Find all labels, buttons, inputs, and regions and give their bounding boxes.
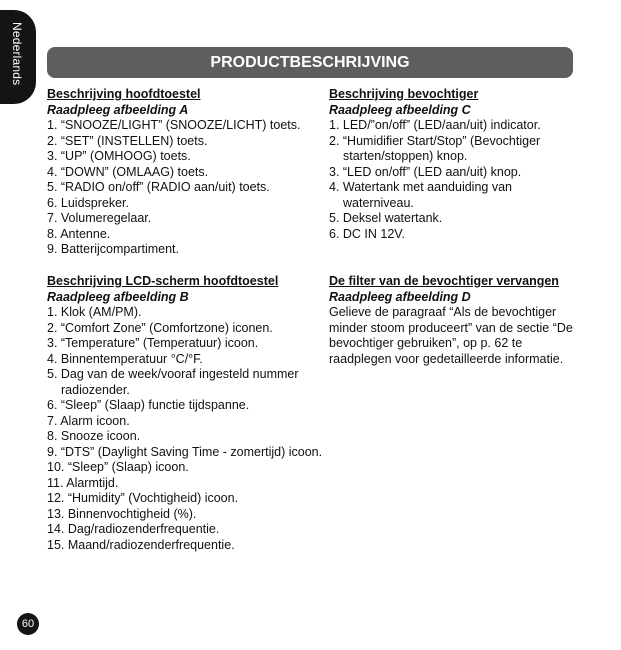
list-item: 4. Binnentemperatuur °C/°F.: [47, 351, 203, 366]
page-title: PRODUCTBESCHRIJVING: [210, 53, 410, 71]
list-item: 7. Alarm icoon.: [47, 413, 130, 428]
list-item: 6. DC IN 12V.: [329, 226, 405, 241]
list-item: 3. “UP” (OMHOOG) toets.: [47, 149, 191, 163]
lcd-list: [47, 305, 325, 553]
main-unit-list: [47, 118, 337, 258]
humidifier-ref: Raadpleeg afbeelding C: [329, 102, 471, 117]
list-item: 4. Watertank met aanduiding van waterniveau.: [329, 180, 512, 210]
list-item: 9. Batterijcompartiment.: [47, 242, 179, 256]
list-item: 9. “DTS” (Daylight Saving Time - zomertijd) icoon.: [47, 444, 323, 459]
main-unit-section: [47, 87, 337, 258]
list-item: 13. Binnenvochtigheid (%).: [47, 506, 197, 521]
list-item: 15. Maand/radiozenderfrequentie.: [47, 537, 235, 552]
list-item: 1. “SNOOZE/LIGHT” (SNOOZE/LICHT) toets.: [47, 118, 301, 132]
main-unit-heading: Beschrijving hoofdtoestel: [47, 87, 201, 101]
list-item: 12. “Humidity” (Vochtigheid) icoon.: [47, 491, 239, 505]
lcd-section: [47, 274, 325, 553]
filter-ref: Raadpleeg afbeelding D: [329, 289, 471, 304]
list-item: 5. Dag van de week/vooraf ingesteld nummer radiozender.: [47, 367, 299, 397]
list-item: 5. Deksel watertank.: [329, 211, 443, 225]
list-item: 7. Volumeregelaar.: [47, 211, 152, 225]
list-item: 5. “RADIO on/off” (RADIO aan/uit) toets.: [47, 180, 270, 194]
main-unit-ref: Raadpleeg afbeelding A: [47, 102, 189, 117]
lcd-ref: Raadpleeg afbeelding B: [47, 289, 189, 304]
list-item: 3. “LED on/off” (LED aan/uit) knop.: [329, 164, 522, 179]
humidifier-heading: Beschrijving bevochtiger: [329, 87, 479, 101]
list-item: 1. LED/”on/off” (LED/aan/uit) indicator.: [329, 118, 541, 132]
list-item: 14. Dag/radiozenderfrequentie.: [47, 522, 220, 536]
list-item: 2. “Humidifier Start/Stop” (Bevochtiger starten/stoppen) knop.: [329, 133, 541, 163]
page-number: [17, 613, 39, 635]
list-item: 4. “DOWN” (OMLAAG) toets.: [47, 164, 209, 179]
list-item: 2. “SET” (INSTELLEN) toets.: [47, 133, 208, 148]
humidifier-list: [329, 118, 579, 242]
list-item: 8. Snooze icoon.: [47, 429, 141, 443]
list-item: 6. Luidspreker.: [47, 195, 129, 210]
list-item: 10. “Sleep” (Slaap) icoon.: [47, 460, 189, 474]
humidifier-section: [329, 87, 579, 242]
list-item: 1. Klok (AM/PM).: [47, 305, 142, 319]
filter-section: [329, 274, 574, 367]
list-item: 8. Antenne.: [47, 226, 111, 241]
list-item: 6. “Sleep” (Slaap) functie tijdspanne.: [47, 398, 250, 412]
language-tab: [0, 10, 36, 104]
list-item: 3. “Temperature” (Temperatuur) icoon.: [47, 336, 259, 350]
language-tab-label: Nederlands: [10, 22, 24, 86]
filter-paragraph: Gelieve de paragraaf “Als de bevochtiger minder stoom produceert” van de sectie “De bevochtiger gebruiken”, op p. 62 te raadplegen voor gedetailleerde informatie.: [329, 305, 573, 366]
list-item: 11. Alarmtijd.: [47, 475, 119, 490]
section-title-bar: [47, 47, 573, 78]
filter-heading: De filter van de bevochtiger vervangen: [329, 274, 559, 288]
list-item: 2. “Comfort Zone” (Comfortzone) iconen.: [47, 320, 273, 335]
page-number-label: 60: [21, 618, 35, 630]
lcd-heading: Beschrijving LCD-scherm hoofdtoestel: [47, 274, 279, 288]
